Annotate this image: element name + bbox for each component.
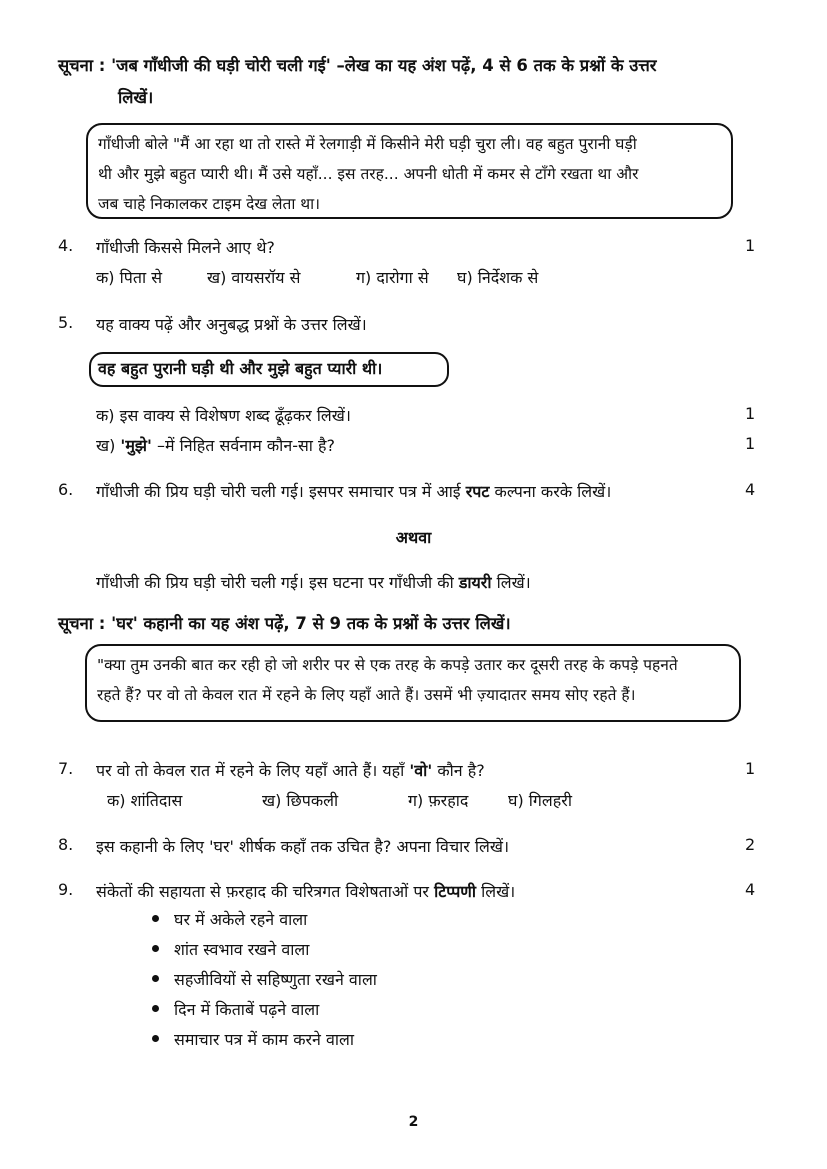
hint-text: दिन में किताबें पढ़ने वाला [174,1000,320,1019]
q7-keyword: 'वो' [409,761,433,780]
question-4-option-a: क) पिता से [96,268,163,287]
question-5-text: यह वाक्य पढ़ें और अनुबद्ध प्रश्नों के उत्तर लिखें। [96,315,367,334]
bullet-icon [152,945,159,952]
passage-2-box [85,644,741,722]
page-number: 2 [408,1114,419,1130]
question-6-marks: 4 [745,480,756,499]
notice-1 [58,51,657,81]
passage-1-line: थी और मुझे बहुत प्यारी थी। मैं उसे यहाँ... इस तरह... अपनी धोती में कमर से टाँगे रखता था और [98,165,639,183]
question-6-number: 6. [58,480,74,499]
q9-keyword: टिप्पणी [434,882,476,901]
bullet-icon [152,1005,159,1012]
bullet-icon [152,1035,159,1042]
bullet-icon [152,915,159,922]
question-7-option-a: क) शांतिदास [107,791,183,810]
or-separator: अथवा [395,528,432,547]
question-4-option-d: घ) निर्देशक से [457,268,539,287]
q6-text-rest: कल्पना करके लिखें। [489,482,612,501]
question-5-sub-b [96,434,335,456]
question-6-alternative [96,571,531,593]
list-item [152,935,377,965]
sub-b-rest: –में निहित सर्वनाम कौन-सा है? [151,436,336,455]
sub-b-prefix: ख) [96,436,121,455]
passage-2-line: "क्या तुम उनकी बात कर रही हो जो शरीर पर से एक तरह के कपड़े उतार कर दूसरी तरह के कपड़े पहनते [97,656,678,674]
sub-b-keyword: 'मुझे' [120,436,152,455]
passage-1-line: जब चाहे निकालकर टाइम देख लेता था। [98,195,321,213]
hint-text: शांत स्वभाव रखने वाला [174,940,310,959]
question-6-text [96,480,611,502]
hint-text: समाचार पत्र में काम करने वाला [174,1030,355,1049]
passage-2-line: रहते हैं? पर वो तो केवल रात में रहने के लिए यहाँ आते हैं। उसमें भी ज़्यादातर समय सोए रहते हैं। [97,686,636,704]
notice-1-text: 'जब गाँधीजी की घड़ी चोरी चली गई' –लेख का यह अंश पढ़ें, 4 से 6 तक के प्रश्नों के उत्तर [111,56,657,75]
question-7-option-c: ग) फ़रहाद [408,791,469,810]
question-4-number: 4. [58,236,74,255]
question-5-sub-b-marks: 1 [745,434,756,453]
q6-alt-prefix: गाँधीजी की प्रिय घड़ी चोरी चली गई। इस घटना पर गाँधीजी की [96,573,459,592]
list-item [152,905,377,935]
question-5-sub-a-marks: 1 [745,404,756,423]
passage-1-line: गाँधीजी बोले "मैं आ रहा था तो रास्ते में रेलगाड़ी में किसीने मेरी घड़ी चुरा ली। वह बहुत पुरानी घड़ी [98,135,637,153]
question-4-option-b: ख) वायसरॉय से [207,268,301,287]
q6-alt-keyword: डायरी [458,573,492,592]
question-5-number: 5. [58,313,74,332]
question-8-marks: 2 [745,835,756,854]
notice-label: सूचना : [58,56,112,75]
notice-1-continuation: लिखें। [118,88,154,107]
question-9-text [96,880,515,902]
question-7-option-d: घ) गिलहरी [508,791,572,810]
list-item [152,995,377,1025]
hint-text: घर में अकेले रहने वाला [174,910,308,929]
question-4-marks: 1 [745,236,756,255]
question-9-hints [152,905,377,1055]
q6-text-prefix: गाँधीजी की प्रिय घड़ी चोरी चली गई। इसपर समाचार पत्र में आई [96,482,466,501]
question-5-sub-a: क) इस वाक्य से विशेषण शब्द ढूँढ़कर लिखें। [96,406,351,425]
bullet-icon [152,975,159,982]
q6-keyword: रपट [465,482,490,501]
question-4-option-c: ग) दारोगा से [356,268,429,287]
hint-text: सहजीवियों से सहिष्णुता रखने वाला [174,970,377,989]
q6-alt-rest: लिखें। [491,573,531,592]
question-7-text [96,759,485,781]
question-8-number: 8. [58,835,74,854]
question-7-marks: 1 [745,759,756,778]
question-5-sentence-box: वह बहुत पुरानी घड़ी थी और मुझे बहुत प्यारी थी। [89,352,449,387]
question-8-text: इस कहानी के लिए 'घर' शीर्षक कहाँ तक उचित है? अपना विचार लिखें। [96,837,510,856]
q9-text-rest: लिखें। [476,882,516,901]
question-7-option-b: ख) छिपकली [262,791,339,810]
q7-text-rest: कौन है? [432,761,485,780]
question-9-number: 9. [58,880,74,899]
question-7-number: 7. [58,759,74,778]
list-item [152,965,377,995]
notice-2: सूचना : 'घर' कहानी का यह अंश पढ़ें, 7 से 9 तक के प्रश्नों के उत्तर लिखें। [58,614,511,633]
list-item [152,1025,377,1055]
passage-1-box [86,123,733,219]
q9-text-prefix: संकेतों की सहायता से फ़रहाद की चरित्रगत विशेषताओं पर [96,882,435,901]
question-9-marks: 4 [745,880,756,899]
q7-text-prefix: पर वो तो केवल रात में रहने के लिए यहाँ आते हैं। यहाँ [96,761,410,780]
question-4-text: गाँधीजी किससे मिलने आए थे? [96,238,275,257]
